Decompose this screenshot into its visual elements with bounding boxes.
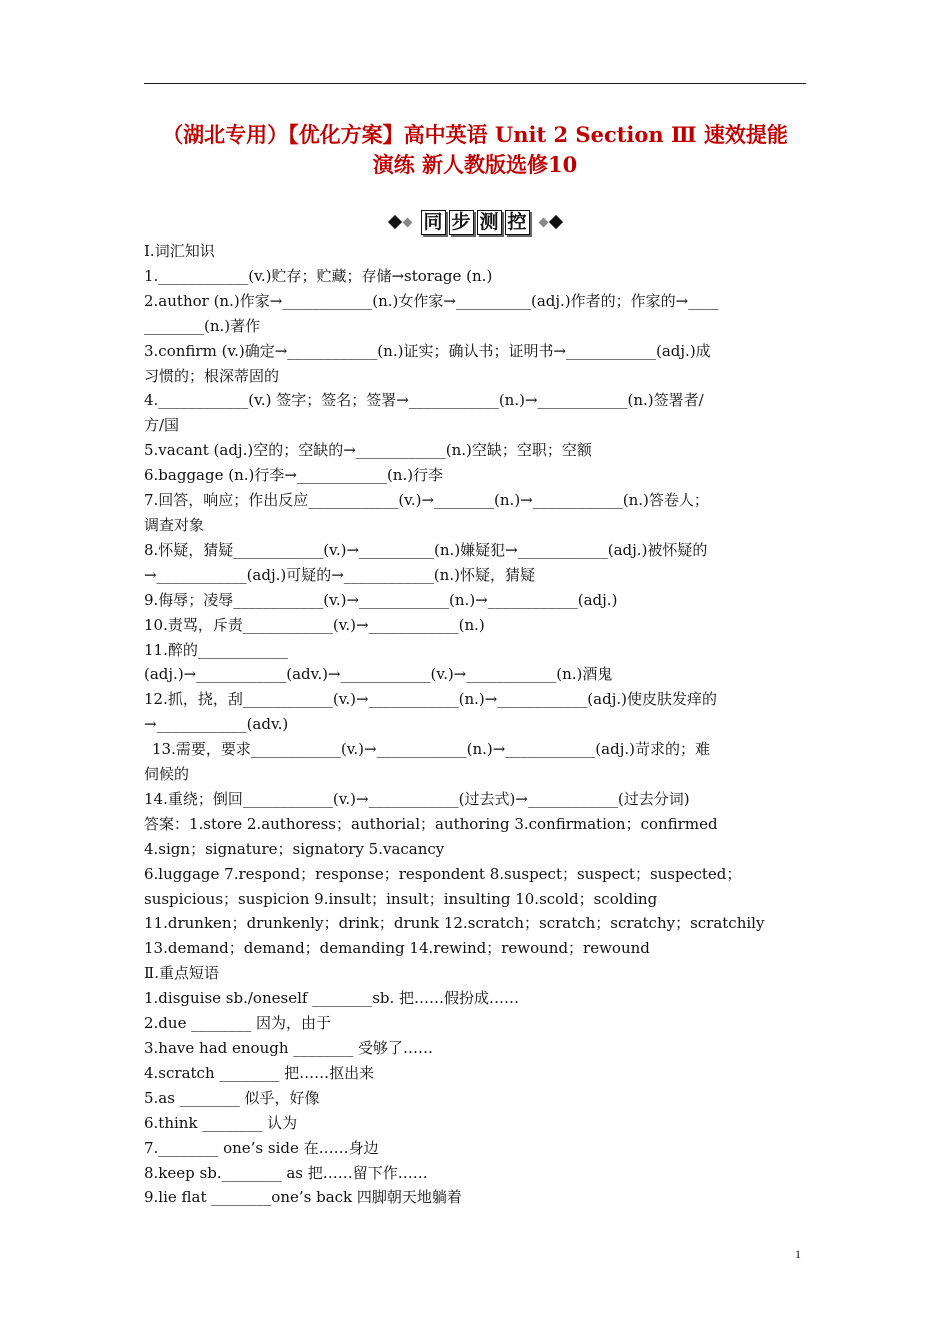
text-line: 7.________ one’s side 在……身边 <box>144 1138 379 1157</box>
diamond-small-icon <box>402 217 412 227</box>
text-line: 6.luggage 7.respond；response；respondent 8.suspect；suspect；suspected； <box>144 864 742 883</box>
text-line: 4.sign；signature；signatory 5.vacancy <box>144 839 445 858</box>
text-line: 12.抓，挠，刮____________(v.)→____________(n.)→____________(adj.)使皮肤发痒的 <box>144 690 717 709</box>
text-line: 3.have had enough ________ 受够了…… <box>144 1039 434 1057</box>
diamond-icon <box>548 215 562 229</box>
text-line: 4.____________(v.) 签字；签名；签署→____________(n.)→____________(n.)签署者/ <box>144 391 704 410</box>
text-line: 1.____________(v.)贮存；贮藏；存储→storage (n.) <box>144 266 493 285</box>
text-line: 10.责骂，斥责____________(v.)→____________(n.) <box>144 615 485 634</box>
text-line: 14.重绕；倒回____________(v.)→____________(过去式)→____________(过去分词) <box>144 789 690 808</box>
text-line: 6.baggage (n.)行李→____________(n.)行李 <box>144 466 444 485</box>
text-line: 5.vacant (adj.)空的；空缺的→____________(n.)空缺；空职；空额 <box>144 441 592 460</box>
text-line: 11.drunken；drunkenly；drink；drunk 12.scratch；scratch；scratchy；scratchily <box>144 914 765 933</box>
text-line: →____________(adj.)可疑的→____________(n.)怀疑，猜疑 <box>144 565 535 584</box>
text-line: (adj.)→____________(adv.)→____________(v.)→____________(n.)酒鬼 <box>144 665 613 684</box>
text-line: 方/国 <box>144 416 180 435</box>
text-line: →____________(adv.) <box>144 715 289 734</box>
text-line: 6.think ________ 认为 <box>144 1113 298 1132</box>
text-line: 5.as ________ 似乎，好像 <box>144 1088 320 1107</box>
text-line: Ⅰ.词汇知识 <box>144 242 215 260</box>
document-body <box>144 239 810 1210</box>
text-line: 4.scratch ________ 把……抠出来 <box>144 1063 375 1082</box>
text-line: 7.回答，响应；作出反应____________(v.)→________(n.)→____________(n.)答卷人； <box>144 491 709 510</box>
diamond-icon <box>387 215 401 229</box>
text-line: 9.lie flat ________one’s back 四脚朝天地躺着 <box>144 1188 462 1207</box>
diamond-small-icon <box>538 217 548 227</box>
text-line: 13.需要，要求____________(v.)→____________(n.)→____________(adj.)苛求的；难 <box>152 740 710 759</box>
section-badge <box>372 204 578 240</box>
text-line: 13.demand；demand；demanding 14.rewind；rewound；rewound <box>144 939 650 958</box>
text-line: 3.confirm (v.)确定→____________(n.)证实；确认书；证明书→____________(adj.)成 <box>144 341 711 360</box>
badge-char: 步 <box>449 210 474 235</box>
badge-char: 控 <box>505 210 530 235</box>
text-line: 答案：1.store 2.authoress；authorial；authoring 3.confirmation；confirmed <box>144 814 718 833</box>
text-line: 11.醉的____________ <box>144 640 288 659</box>
text-line: 伺候的 <box>144 765 190 784</box>
text-line: 8.keep sb.________ as 把……留下作…… <box>144 1163 428 1182</box>
title-line-1: （湖北专用）【优化方案】高中英语 Unit 2 Section Ⅲ 速效提能 <box>162 122 788 147</box>
text-line: 1.disguise sb./oneself ________sb. 把……假扮成…… <box>144 989 520 1008</box>
text-line: ________(n.)著作 <box>144 316 261 335</box>
title-line-2: 演练 新人教版选修10 <box>372 152 578 177</box>
badge-char: 测 <box>477 210 502 235</box>
text-line: 2.author (n.)作家→____________(n.)女作家→__________(adj.)作者的；作家的→____ <box>144 291 719 310</box>
text-line: 习惯的；根深蒂固的 <box>144 366 280 385</box>
text-line: 调查对象 <box>144 515 205 534</box>
text-line: 9.侮辱；凌辱____________(v.)→____________(n.)→____________(adj.) <box>144 590 618 609</box>
page-number: 1 <box>795 1247 801 1261</box>
text-line: suspicious；suspicion 9.insult；insult；insulting 10.scold；scolding <box>144 889 658 908</box>
document-title <box>144 120 806 180</box>
text-line: 2.due ________ 因为，由于 <box>144 1014 331 1033</box>
badge-char: 同 <box>421 210 446 235</box>
badge-text <box>421 210 530 235</box>
text-line: 8.怀疑，猜疑____________(v.)→__________(n.)嫌疑犯→____________(adj.)被怀疑的 <box>144 540 708 559</box>
header-rule <box>144 83 806 84</box>
text-line: Ⅱ.重点短语 <box>144 964 219 983</box>
